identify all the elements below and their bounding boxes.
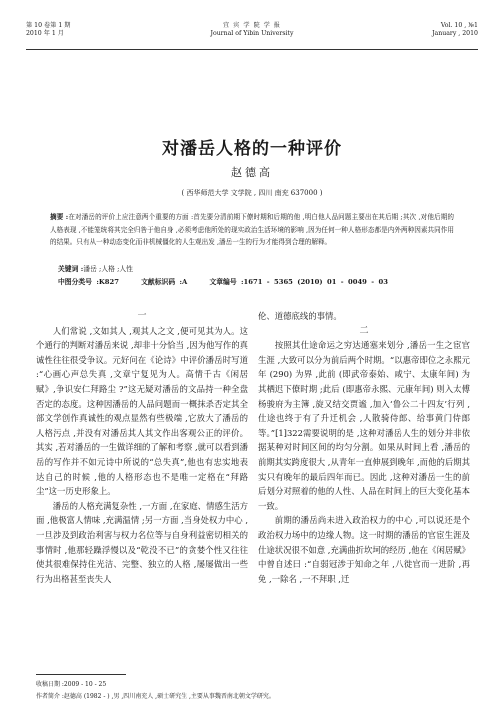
article-title: 对潘岳人格的一种评价 [162,139,342,159]
abstract-label: 摘要 : [50,213,69,221]
volume-issue-en: Vol. 10 , №1 [440,22,478,29]
body-left-column [36,309,248,586]
keywords [58,263,133,273]
issue-date: 2010 年 1 月 [26,30,64,37]
volume-issue: 第 10 卷第 1 期 [26,22,71,29]
author-affiliation: ( 西华师范大学 文学院 , 四川 南充 637000 ) [181,189,323,197]
journal-name-cn: 宜 宾 学 院 学 报 [223,22,281,29]
body-paragraph: 人们常说 ,文如其人 ,观其人之文 ,便可见其为人。这个通行的判断对潘岳来说 ,却非十分恰当 ,因为他写作的真诚性往往很受争议。元好问在《论诗》中评价潘岳时写道 :“心画心声总失真 ,文章宁复见为人。高情千古《闲居赋》,争识安仁拜路尘 ?”这无疑对潘岳的文品持一种全盘否定的态度。这种因潘岳的人品问题而一概抹杀否定其全部文学创作真诚性的观点显然有些极端 ,它放大了潘岳的人格污点 ,并没有对潘岳其人其文作出客观公正的评价。其实 ,若对潘岳的一生做详细的了解和考察 ,就可以看到潘岳的写作并不如元诗中所说的“总失真”,他也有忠实地表达自己的时候 ,他的人格形态也不是唯一定格在“拜路尘”这一历史形象上。 [36,325,248,497]
running-header [26,22,478,48]
body-paragraph-continued: 伦、道德底线的事情。 [258,311,342,321]
keywords-label: 关键词 : [58,265,84,273]
section-heading-2: 二 [359,325,369,336]
footnote-rule [36,674,126,675]
body-paragraph: 按照其仕途命运之穷达通塞来划分 ,潘岳一生之宦官生涯 ,大致可以分为前后两个时期。“以惠帝即位之永熙元年 (290) 为界 ,此前 (即武帝泰始、咸宁、太康年间) 为其栖迟下僚时期 ;此后 (即惠帝永熙、元康年间) 则入太傅杨骏府为主簿 ,旋又结交贾谧 ,加入‘鲁公二十四友’行列 ,仕途也终于有了升迁机会 ,人散骑侍郎、给事黄门侍郎等。”[1]322需要说明的是 ,这种对潘岳人生的划分并非依据某种对时间区间的均匀分割。如果从时间上看 ,潘岳的前期其实跨度很大 ,从青年一直伸展到晚年 ,而他的后期其实只有晚年的最后四年而已。因此 ,这种对潘岳一生的前后划分对照着的他的人性、人品在时间上的巨大变化基本一致。 [258,340,470,511]
abstract-text: 在对潘岳的评价上应注意两个重要的方面 :首先要分清前期下僚时期和后期的他 ,明白他人品问题主要出在其后期 ;其次 ,对他后期的人格表现 ,不能笼统将其完全归咎于他自身 ,必须考虑他所处的现实政治生活环境的影响 ,因为任何一种人格形态都是内外两种因素共同作用的结果。只有从一种动态变化而非机械僵化的人生观出发 ,潘岳一生的行为才能得到合理的解释。 [50,213,454,246]
journal-name-en: Journal of Yibin University [210,30,294,37]
journal-name [26,22,478,38]
footnote [36,679,468,703]
received-date: 收稿日期 :2009 - 10 - 25 [36,681,107,688]
section-heading-1: 一 [137,311,147,321]
classification-line [58,276,454,286]
header-rule [26,49,478,50]
body-right-column [258,309,470,586]
article-author: 赵德高 [231,166,273,179]
body-paragraph: 前期的潘岳尚未进入政治权力的中心 ,可以说还是个政治权力场中的边缘人物。这一时期的潘岳的官宦生涯及仕途状况很不如意 ,充满曲折坎坷的经历 ,他在《闲居赋》中曾自述曰 :“自弱冠涉于知命之年 ,八徙官而一进阶 ,再免 ,一除名 ,一不拜职 ,迁 [258,515,470,584]
journal-issue-en [432,22,478,38]
body-paragraph: 潘岳的人格充满复杂性 ,一方面 ,在家庭、情感生活方面 ,他极富人情味 ,充满温情 ;另一方面 ,当身处权力中心 ,一旦涉及到政治利害与权力名位等与自身利益密切相关的事情时 ,他那轻躁浮慢以及“乾没不已”的贪婪个性又往往使其很难保持住光洁、完整、独立的人格 ,屡屡做出一些行为出格甚至丧失人 [36,500,248,584]
abstract [50,211,454,249]
document-code: 文献标识码 :A [141,278,188,286]
clc-number: 中图分类号 :K827 [58,278,119,286]
author-bio: 作者简介 :赵德高 (1982 - ) ,男 ,四川南充人 ,硕士研究生 ,主要从事魏晋南北朝文学研究。 [36,693,275,700]
issue-date-en: January , 2010 [432,30,478,37]
article-number: 文章编号 :1671 - 5365 (2010) 01 - 0049 - 03 [209,278,388,286]
keywords-text: 潘岳 ;人格 ;人性 [83,265,133,273]
